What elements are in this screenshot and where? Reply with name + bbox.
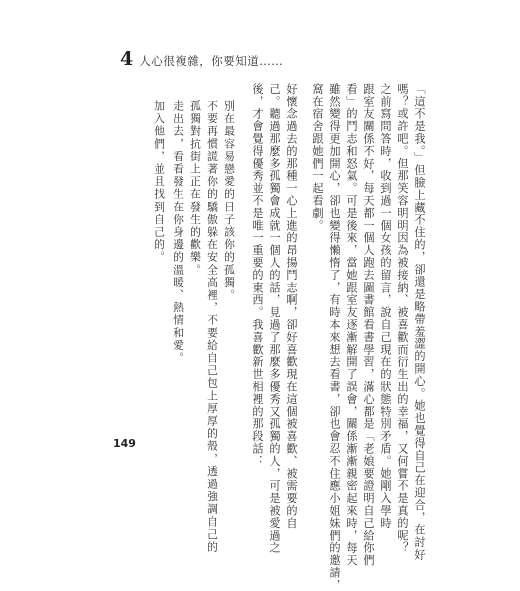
prose-line: 跟室友關係不好，每天都一個人跑去圖書館看書學習，滿心都是「老娘要證明自己給你們	[362, 83, 375, 567]
quote-line: 孤獨對抗街上正在發生的歡樂。	[189, 100, 202, 277]
chapter-title: 人心很複雜，你要知道……	[139, 54, 284, 68]
chapter-number: 4	[120, 48, 134, 70]
prose-line: 好懷念過去的那種一心上進的昂揚鬥志啊，卻好喜歡現在這個被喜歡、被需要的自	[285, 83, 298, 530]
prose-line: 雖然變得更加開心，卻也變得懶惰了，有時本來想去看書，卻也會忍不住應小姐妹們的邀請，	[328, 83, 341, 591]
prose-line: 看」的鬥志和怒氣。可是後來，當她跟室友逐漸解開了誤會，關係漸漸親密起來時，每天	[345, 83, 358, 567]
quote-line: 別在最容易戀愛的日子該你的孤獨。	[223, 100, 236, 302]
prose-line: 後，才會覺得優秀並不是唯一重要的東西。我喜歡新世相裡的那段話：	[251, 83, 264, 468]
prose-line: 窩在宿舍跟她們一起看劇。	[311, 83, 324, 232]
quote-line: 走出去，看看發生在你身邊的溫暖、熱情和愛。	[172, 100, 185, 365]
prose-line: 「這不是我。」但臉上藏不住的，卻還是略帶羞澀的開心。她也覺得自己在迎合，在討好	[413, 83, 426, 561]
prose-line: 嗎？或許吧。但那笑容明明因為被接納、被喜歡而衍生出的幸福，又何嘗不是真的呢？	[396, 83, 409, 555]
page-number: 149	[113, 437, 136, 450]
prose-line: 己。聽過那麼多孤獨會成就一個人的話，見過了那麼多優秀又孤獨的人，可是被愛過之	[268, 83, 281, 555]
prose-line: 之前寫問答時，收到過一個女孩的留言，說自己現在的狀態特別矛盾。她剛入學時	[379, 83, 392, 530]
quote-line: 不要再慣謊著你的驕傲躲在安全高裡，不要給自己包上厚厚的殼，透過強調自己的	[206, 100, 219, 554]
quote-line: 加入他們，並且找到自己的。	[153, 100, 166, 264]
running-header	[120, 48, 283, 70]
